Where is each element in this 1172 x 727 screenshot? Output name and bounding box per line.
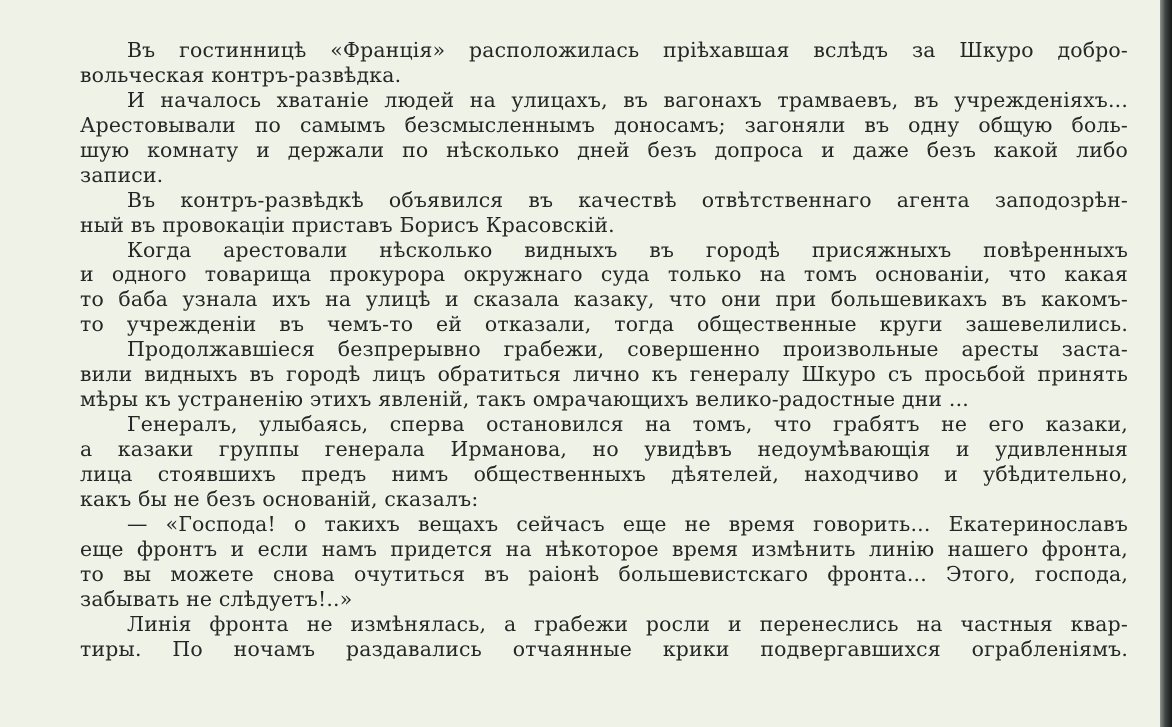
text-line: забывать не слѣдуетъ!..» xyxy=(80,586,353,611)
text-line: Въ контръ-развѣдкѣ объявился въ качествѣ отвѣтственнаго агента заподозрѣн- xyxy=(127,187,1128,212)
text-line: мѣры къ устраненію этихъ явленій, такъ омрачающихъ велико-радостные дни ... xyxy=(80,387,969,412)
paragraph-4 xyxy=(80,238,1128,338)
text-line: — «Господа! о такихъ вещахъ сейчасъ еще не время говорить... Екатеринославъ xyxy=(127,511,1128,536)
text-line: то баба узнала ихъ на улицѣ и сказала казаку, что они при большевикахъ въ какомъ- xyxy=(80,287,1128,312)
page-edge-shadow xyxy=(1160,0,1172,727)
paragraph-6 xyxy=(80,412,1128,512)
text-line: вольческая контръ-развѣдка. xyxy=(80,62,402,87)
text-line: Когда арестовали нѣсколько видныхъ въ городѣ присяжныхъ повѣренныхъ xyxy=(127,237,1128,262)
text-line: то вы можете снова очутиться въ раіонѣ большевистскаго фронта... Этого, господа, xyxy=(80,561,1128,586)
paragraph-8 xyxy=(80,612,1128,662)
text-line: а казаки группы генерала Ирманова, но увидѣвъ недоумѣвающія и удивленныя xyxy=(80,437,1128,461)
text-line: шую комнату и держали по нѣсколько дней безъ допроса и даже безъ какой либо xyxy=(80,137,1128,162)
text-line: тиры. По ночамъ раздавались отчаянные крики подвергавшихся ограбленіямъ. xyxy=(80,636,1128,661)
text-line: Въ гостинницѣ «Франція» расположилась пріѣхавшая вслѣдъ за Шкуро добро- xyxy=(127,38,1128,62)
text-line: какъ бы не безъ основаній, сказалъ: xyxy=(80,486,479,511)
text-line: И началось хватаніе людей на улицахъ, въ вагонахъ трамваевъ, въ учрежденіяхъ... xyxy=(127,87,1128,112)
text-line: Арестовывали по самымъ безсмысленнымъ доносамъ; загоняли въ одну общую боль- xyxy=(80,112,1128,137)
text-line: Линія фронта не измѣнялась, а грабежи росли и перенеслись на частныя квар- xyxy=(127,611,1128,636)
text-line: Продолжавшіеся безпрерывно грабежи, совершенно произвольные аресты заста- xyxy=(127,337,1128,362)
text-line: вили видныхъ въ городѣ лицъ обратиться лично къ генералу Шкуро съ просьбой принять xyxy=(80,362,1128,387)
document-text xyxy=(80,38,1128,661)
text-line: Генералъ, улыбаясь, сперва остановился на томъ, что грабятъ не его казаки, xyxy=(127,412,1128,437)
paragraph-2 xyxy=(80,88,1128,188)
paragraph-5 xyxy=(80,337,1128,412)
text-line: то учрежденіи въ чемъ-то ей отказали, тогда общественные круги зашевелились. xyxy=(80,312,1128,337)
text-line: лица стоявшихъ предъ нимъ общественныхъ дѣятелей, находчиво и убѣдительно, xyxy=(80,461,1128,486)
text-line: ный въ провокаціи приставъ Борисъ Красовскій. xyxy=(80,212,615,237)
text-line: еще фронтъ и если намъ придется на нѣкоторое время измѣнить линію нашего фронта, xyxy=(80,536,1128,561)
paragraph-3 xyxy=(80,188,1128,238)
text-line: и одного товарища прокурора окружнаго суда только на томъ основаніи, что какая xyxy=(80,262,1128,287)
text-line: записи. xyxy=(80,162,164,187)
paragraph-7 xyxy=(80,512,1128,612)
paragraph-1 xyxy=(80,38,1128,88)
